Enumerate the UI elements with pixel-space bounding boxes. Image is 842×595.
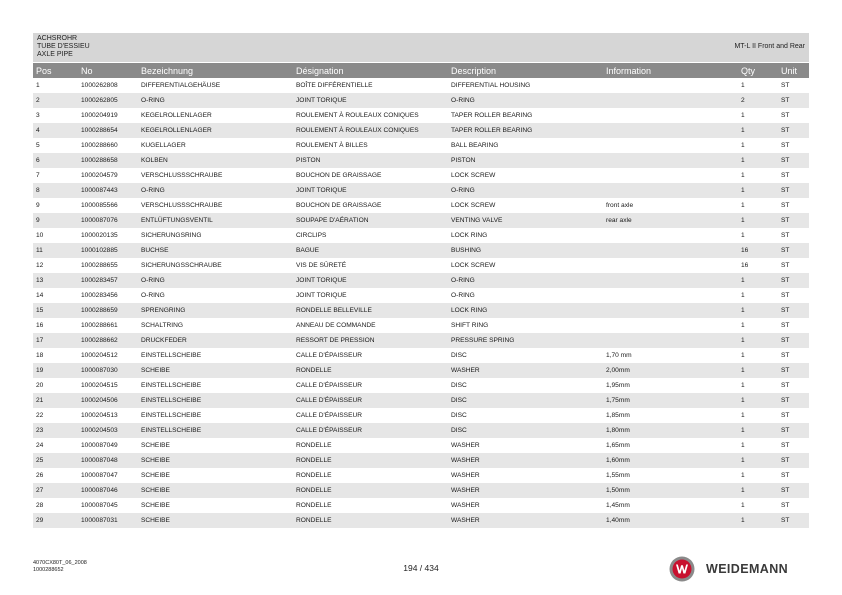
cell-no: 1000262808 <box>78 78 138 93</box>
cell-qty: 2 <box>738 93 778 108</box>
cell-qty: 1 <box>738 213 778 228</box>
cell-designation: RONDELLE <box>293 483 448 498</box>
cell-no: 1000204513 <box>78 408 138 423</box>
table-row <box>33 498 809 513</box>
cell-bezeichnung: KUGELLAGER <box>138 138 293 153</box>
section-title-fr: TUBE D'ESSIEU <box>37 43 90 50</box>
cell-bezeichnung: EINSTELLSCHEIBE <box>138 423 293 438</box>
cell-bezeichnung: SCHALTRING <box>138 318 293 333</box>
cell-description: LOCK RING <box>448 228 603 243</box>
cell-designation: ROULEMENT À BILLES <box>293 138 448 153</box>
cell-information: 1,55mm <box>603 468 738 483</box>
table-row <box>33 153 809 168</box>
brand-name: WEIDEMANN <box>706 562 789 576</box>
page-number: 194 / 434 <box>403 563 439 573</box>
table-row <box>33 423 809 438</box>
cell-qty: 1 <box>738 453 778 468</box>
cell-unit: ST <box>778 168 809 183</box>
cell-pos: 13 <box>33 273 78 288</box>
cell-designation: CALLE D'ÉPAISSEUR <box>293 348 448 363</box>
cell-information: 1,60mm <box>603 453 738 468</box>
header-col-pos: Pos <box>33 63 78 78</box>
cell-bezeichnung: O-RING <box>138 93 293 108</box>
cell-qty: 1 <box>738 108 778 123</box>
cell-designation: CALLE D'ÉPAISSEUR <box>293 378 448 393</box>
cell-qty: 1 <box>738 348 778 363</box>
cell-no: 1000283457 <box>78 273 138 288</box>
cell-designation: JOINT TORIQUE <box>293 273 448 288</box>
table-row <box>33 183 809 198</box>
cell-bezeichnung: VERSCHLUSSSCHRAUBE <box>138 168 293 183</box>
cell-designation: JOINT TORIQUE <box>293 288 448 303</box>
cell-no: 1000087076 <box>78 213 138 228</box>
parts-table-container <box>33 63 809 528</box>
parts-table <box>33 63 809 528</box>
cell-information: 1,95mm <box>603 378 738 393</box>
table-row <box>33 438 809 453</box>
cell-designation: RONDELLE <box>293 453 448 468</box>
cell-bezeichnung: BUCHSE <box>138 243 293 258</box>
document-code: 4070CX80T_06_2008 <box>33 560 87 566</box>
cell-qty: 1 <box>738 153 778 168</box>
cell-no: 1000288662 <box>78 333 138 348</box>
cell-bezeichnung: EINSTELLSCHEIBE <box>138 378 293 393</box>
cell-designation: SOUPAPE D'AÉRATION <box>293 213 448 228</box>
cell-qty: 1 <box>738 183 778 198</box>
cell-unit: ST <box>778 108 809 123</box>
cell-unit: ST <box>778 258 809 273</box>
table-row <box>33 168 809 183</box>
cell-bezeichnung: SCHEIBE <box>138 453 293 468</box>
cell-description: LOCK RING <box>448 303 603 318</box>
cell-description: SHIFT RING <box>448 318 603 333</box>
cell-unit: ST <box>778 303 809 318</box>
cell-pos: 20 <box>33 378 78 393</box>
table-row <box>33 198 809 213</box>
cell-bezeichnung: SICHERUNGSRING <box>138 228 293 243</box>
title-bar <box>33 33 809 62</box>
cell-designation: CALLE D'ÉPAISSEUR <box>293 423 448 438</box>
document-number: 1000288652 <box>33 566 64 573</box>
cell-bezeichnung: DRUCKFEDER <box>138 333 293 348</box>
cell-description: O-RING <box>448 288 603 303</box>
cell-pos: 1 <box>33 78 78 93</box>
cell-description: WASHER <box>448 483 603 498</box>
cell-no: 1000288654 <box>78 123 138 138</box>
cell-description: WASHER <box>448 438 603 453</box>
cell-information: 1,85mm <box>603 408 738 423</box>
cell-pos: 24 <box>33 438 78 453</box>
table-row <box>33 483 809 498</box>
cell-pos: 27 <box>33 483 78 498</box>
cell-pos: 12 <box>33 258 78 273</box>
cell-designation: JOINT TORIQUE <box>293 93 448 108</box>
cell-no: 1000204503 <box>78 423 138 438</box>
cell-information <box>603 123 738 138</box>
cell-designation: VIS DE SÛRETÉ <box>293 258 448 273</box>
cell-information: 1,70 mm <box>603 348 738 363</box>
cell-unit: ST <box>778 453 809 468</box>
cell-information <box>603 183 738 198</box>
cell-designation: JOINT TORIQUE <box>293 183 448 198</box>
header-col-information: Information <box>603 63 738 78</box>
cell-unit: ST <box>778 483 809 498</box>
cell-qty: 1 <box>738 333 778 348</box>
section-title-en: AXLE PIPE <box>37 51 73 58</box>
cell-no: 1000288661 <box>78 318 138 333</box>
table-row <box>33 333 809 348</box>
cell-information: 1,40mm <box>603 513 738 528</box>
model-label: MT-L II Front and Rear <box>734 43 805 50</box>
cell-unit: ST <box>778 243 809 258</box>
cell-no: 1000288655 <box>78 258 138 273</box>
cell-no: 1000288660 <box>78 138 138 153</box>
cell-no: 1000262805 <box>78 93 138 108</box>
cell-information <box>603 318 738 333</box>
cell-unit: ST <box>778 408 809 423</box>
cell-no: 1000204579 <box>78 168 138 183</box>
cell-description: BUSHING <box>448 243 603 258</box>
table-row <box>33 363 809 378</box>
cell-pos: 15 <box>33 303 78 318</box>
table-header-row <box>33 63 809 78</box>
cell-unit: ST <box>778 378 809 393</box>
header-col-bezeichnung: Bezeichnung <box>138 63 293 78</box>
cell-description: O-RING <box>448 273 603 288</box>
cell-description: DISC <box>448 393 603 408</box>
cell-no: 1000087048 <box>78 453 138 468</box>
cell-description: DIFFERENTIAL HOUSING <box>448 78 603 93</box>
cell-no: 1000087443 <box>78 183 138 198</box>
cell-qty: 1 <box>738 123 778 138</box>
cell-qty: 1 <box>738 78 778 93</box>
cell-pos: 5 <box>33 138 78 153</box>
table-row <box>33 318 809 333</box>
cell-description: DISC <box>448 408 603 423</box>
cell-designation: ANNEAU DE COMMANDE <box>293 318 448 333</box>
cell-qty: 1 <box>738 393 778 408</box>
cell-pos: 10 <box>33 228 78 243</box>
table-row <box>33 273 809 288</box>
cell-pos: 3 <box>33 108 78 123</box>
cell-qty: 1 <box>738 378 778 393</box>
header-col-description: Description <box>448 63 603 78</box>
cell-information: 1,45mm <box>603 498 738 513</box>
cell-pos: 23 <box>33 423 78 438</box>
cell-pos: 16 <box>33 318 78 333</box>
cell-qty: 1 <box>738 513 778 528</box>
cell-unit: ST <box>778 123 809 138</box>
cell-no: 1000020135 <box>78 228 138 243</box>
cell-bezeichnung: SCHEIBE <box>138 363 293 378</box>
cell-unit: ST <box>778 93 809 108</box>
cell-unit: ST <box>778 318 809 333</box>
cell-information <box>603 108 738 123</box>
cell-information <box>603 78 738 93</box>
cell-unit: ST <box>778 213 809 228</box>
cell-bezeichnung: SCHEIBE <box>138 513 293 528</box>
table-row <box>33 108 809 123</box>
cell-bezeichnung: SICHERUNGSSCHRAUBE <box>138 258 293 273</box>
cell-information: front axle <box>603 198 738 213</box>
document-reference <box>33 560 87 573</box>
cell-pos: 8 <box>33 183 78 198</box>
cell-qty: 1 <box>738 273 778 288</box>
cell-bezeichnung: EINSTELLSCHEIBE <box>138 393 293 408</box>
cell-designation: CALLE D'ÉPAISSEUR <box>293 408 448 423</box>
cell-description: TAPER ROLLER BEARING <box>448 123 603 138</box>
cell-pos: 22 <box>33 408 78 423</box>
cell-unit: ST <box>778 273 809 288</box>
cell-bezeichnung: O-RING <box>138 183 293 198</box>
cell-qty: 16 <box>738 243 778 258</box>
cell-bezeichnung: VERSCHLUSSSCHRAUBE <box>138 198 293 213</box>
cell-bezeichnung: SCHEIBE <box>138 468 293 483</box>
cell-description: VENTING VALVE <box>448 213 603 228</box>
cell-information: 1,50mm <box>603 483 738 498</box>
cell-bezeichnung: O-RING <box>138 273 293 288</box>
cell-pos: 6 <box>33 153 78 168</box>
table-row <box>33 138 809 153</box>
cell-description: PISTON <box>448 153 603 168</box>
cell-unit: ST <box>778 348 809 363</box>
cell-pos: 9 <box>33 198 78 213</box>
cell-qty: 1 <box>738 288 778 303</box>
cell-no: 1000085566 <box>78 198 138 213</box>
table-row <box>33 348 809 363</box>
cell-information: 2,00mm <box>603 363 738 378</box>
table-row <box>33 93 809 108</box>
cell-designation: RONDELLE <box>293 438 448 453</box>
cell-unit: ST <box>778 468 809 483</box>
cell-qty: 1 <box>738 318 778 333</box>
cell-bezeichnung: O-RING <box>138 288 293 303</box>
cell-information: 1,65mm <box>603 438 738 453</box>
cell-description: DISC <box>448 423 603 438</box>
cell-information <box>603 288 738 303</box>
cell-unit: ST <box>778 513 809 528</box>
cell-no: 1000204512 <box>78 348 138 363</box>
table-row <box>33 228 809 243</box>
cell-description: WASHER <box>448 498 603 513</box>
cell-designation: CALLE D'ÉPAISSEUR <box>293 393 448 408</box>
cell-qty: 1 <box>738 438 778 453</box>
cell-qty: 1 <box>738 168 778 183</box>
table-row <box>33 468 809 483</box>
cell-qty: 1 <box>738 228 778 243</box>
cell-bezeichnung: KEGELROLLENLAGER <box>138 108 293 123</box>
cell-information <box>603 333 738 348</box>
cell-unit: ST <box>778 438 809 453</box>
cell-no: 1000087030 <box>78 363 138 378</box>
cell-unit: ST <box>778 228 809 243</box>
cell-qty: 1 <box>738 408 778 423</box>
cell-no: 1000283456 <box>78 288 138 303</box>
cell-bezeichnung: SCHEIBE <box>138 498 293 513</box>
table-row <box>33 123 809 138</box>
cell-bezeichnung: KEGELROLLENLAGER <box>138 123 293 138</box>
cell-description: BALL BEARING <box>448 138 603 153</box>
section-title-de: ACHSROHR <box>37 35 78 42</box>
cell-no: 1000087031 <box>78 513 138 528</box>
weidemann-logo-icon <box>669 556 695 582</box>
cell-designation: PISTON <box>293 153 448 168</box>
cell-pos: 11 <box>33 243 78 258</box>
cell-bezeichnung: SPRENGRING <box>138 303 293 318</box>
cell-description: PRESSURE SPRING <box>448 333 603 348</box>
table-row <box>33 243 809 258</box>
cell-designation: BOUCHON DE GRAISSAGE <box>293 198 448 213</box>
cell-pos: 29 <box>33 513 78 528</box>
cell-pos: 28 <box>33 498 78 513</box>
cell-description: O-RING <box>448 93 603 108</box>
cell-information: 1,80mm <box>603 423 738 438</box>
cell-bezeichnung: EINSTELLSCHEIBE <box>138 408 293 423</box>
cell-description: O-RING <box>448 183 603 198</box>
cell-qty: 1 <box>738 303 778 318</box>
cell-designation: RONDELLE <box>293 498 448 513</box>
cell-pos: 26 <box>33 468 78 483</box>
cell-unit: ST <box>778 393 809 408</box>
table-row <box>33 378 809 393</box>
cell-information <box>603 153 738 168</box>
cell-no: 1000087047 <box>78 468 138 483</box>
cell-information: rear axle <box>603 213 738 228</box>
cell-qty: 1 <box>738 483 778 498</box>
cell-no: 1000204506 <box>78 393 138 408</box>
cell-unit: ST <box>778 363 809 378</box>
cell-unit: ST <box>778 138 809 153</box>
cell-designation: ROULEMENT À ROULEAUX CONIQUES <box>293 108 448 123</box>
header-col-unit: Unit <box>778 63 809 78</box>
cell-qty: 1 <box>738 198 778 213</box>
cell-bezeichnung: ENTLÜFTUNGSVENTIL <box>138 213 293 228</box>
cell-unit: ST <box>778 498 809 513</box>
header-col-designation: Désignation <box>293 63 448 78</box>
cell-pos: 7 <box>33 168 78 183</box>
cell-unit: ST <box>778 198 809 213</box>
cell-no: 1000087049 <box>78 438 138 453</box>
cell-qty: 1 <box>738 423 778 438</box>
cell-description: LOCK SCREW <box>448 258 603 273</box>
cell-no: 1000288658 <box>78 153 138 168</box>
cell-description: WASHER <box>448 363 603 378</box>
cell-description: DISC <box>448 378 603 393</box>
cell-qty: 1 <box>738 363 778 378</box>
cell-qty: 1 <box>738 138 778 153</box>
cell-qty: 1 <box>738 468 778 483</box>
cell-no: 1000087046 <box>78 483 138 498</box>
cell-qty: 1 <box>738 498 778 513</box>
table-row <box>33 408 809 423</box>
cell-unit: ST <box>778 333 809 348</box>
cell-bezeichnung: SCHEIBE <box>138 438 293 453</box>
cell-unit: ST <box>778 288 809 303</box>
cell-pos: 17 <box>33 333 78 348</box>
cell-information <box>603 303 738 318</box>
cell-information <box>603 258 738 273</box>
cell-information <box>603 138 738 153</box>
table-row <box>33 453 809 468</box>
cell-information: 1,75mm <box>603 393 738 408</box>
table-row <box>33 393 809 408</box>
cell-bezeichnung: EINSTELLSCHEIBE <box>138 348 293 363</box>
cell-bezeichnung: KOLBEN <box>138 153 293 168</box>
cell-pos: 18 <box>33 348 78 363</box>
cell-designation: BOUCHON DE GRAISSAGE <box>293 168 448 183</box>
table-row <box>33 213 809 228</box>
cell-designation: RONDELLE <box>293 513 448 528</box>
cell-pos: 21 <box>33 393 78 408</box>
cell-designation: CIRCLIPS <box>293 228 448 243</box>
cell-qty: 16 <box>738 258 778 273</box>
header-col-qty: Qty <box>738 63 778 78</box>
cell-pos: 9 <box>33 213 78 228</box>
header-col-no: No <box>78 63 138 78</box>
cell-description: LOCK SCREW <box>448 198 603 213</box>
table-row <box>33 258 809 273</box>
cell-description: LOCK SCREW <box>448 168 603 183</box>
cell-information <box>603 228 738 243</box>
cell-information <box>603 168 738 183</box>
cell-designation: ROULEMENT À ROULEAUX CONIQUES <box>293 123 448 138</box>
cell-pos: 19 <box>33 363 78 378</box>
cell-no: 1000087045 <box>78 498 138 513</box>
cell-bezeichnung: DIFFERENTIALGEHÄUSE <box>138 78 293 93</box>
cell-unit: ST <box>778 183 809 198</box>
table-body <box>33 78 809 528</box>
cell-unit: ST <box>778 423 809 438</box>
brand-logo <box>669 556 788 582</box>
cell-unit: ST <box>778 78 809 93</box>
cell-designation: RONDELLE BELLEVILLE <box>293 303 448 318</box>
table-row <box>33 513 809 528</box>
cell-description: WASHER <box>448 513 603 528</box>
cell-designation: RESSORT DE PRESSION <box>293 333 448 348</box>
cell-no: 1000204919 <box>78 108 138 123</box>
cell-unit: ST <box>778 153 809 168</box>
cell-information <box>603 93 738 108</box>
cell-bezeichnung: SCHEIBE <box>138 483 293 498</box>
cell-information <box>603 273 738 288</box>
cell-pos: 14 <box>33 288 78 303</box>
cell-description: WASHER <box>448 453 603 468</box>
cell-information <box>603 243 738 258</box>
table-row <box>33 78 809 93</box>
cell-no: 1000288659 <box>78 303 138 318</box>
cell-designation: RONDELLE <box>293 468 448 483</box>
section-title <box>37 35 90 59</box>
cell-pos: 2 <box>33 93 78 108</box>
cell-pos: 4 <box>33 123 78 138</box>
cell-no: 1000204515 <box>78 378 138 393</box>
cell-designation: BOÎTE DIFFÉRENTIELLE <box>293 78 448 93</box>
cell-designation: RONDELLE <box>293 363 448 378</box>
cell-designation: BAGUE <box>293 243 448 258</box>
cell-no: 1000102885 <box>78 243 138 258</box>
cell-description: TAPER ROLLER BEARING <box>448 108 603 123</box>
cell-pos: 25 <box>33 453 78 468</box>
table-row <box>33 303 809 318</box>
cell-description: DISC <box>448 348 603 363</box>
cell-description: WASHER <box>448 468 603 483</box>
table-row <box>33 288 809 303</box>
